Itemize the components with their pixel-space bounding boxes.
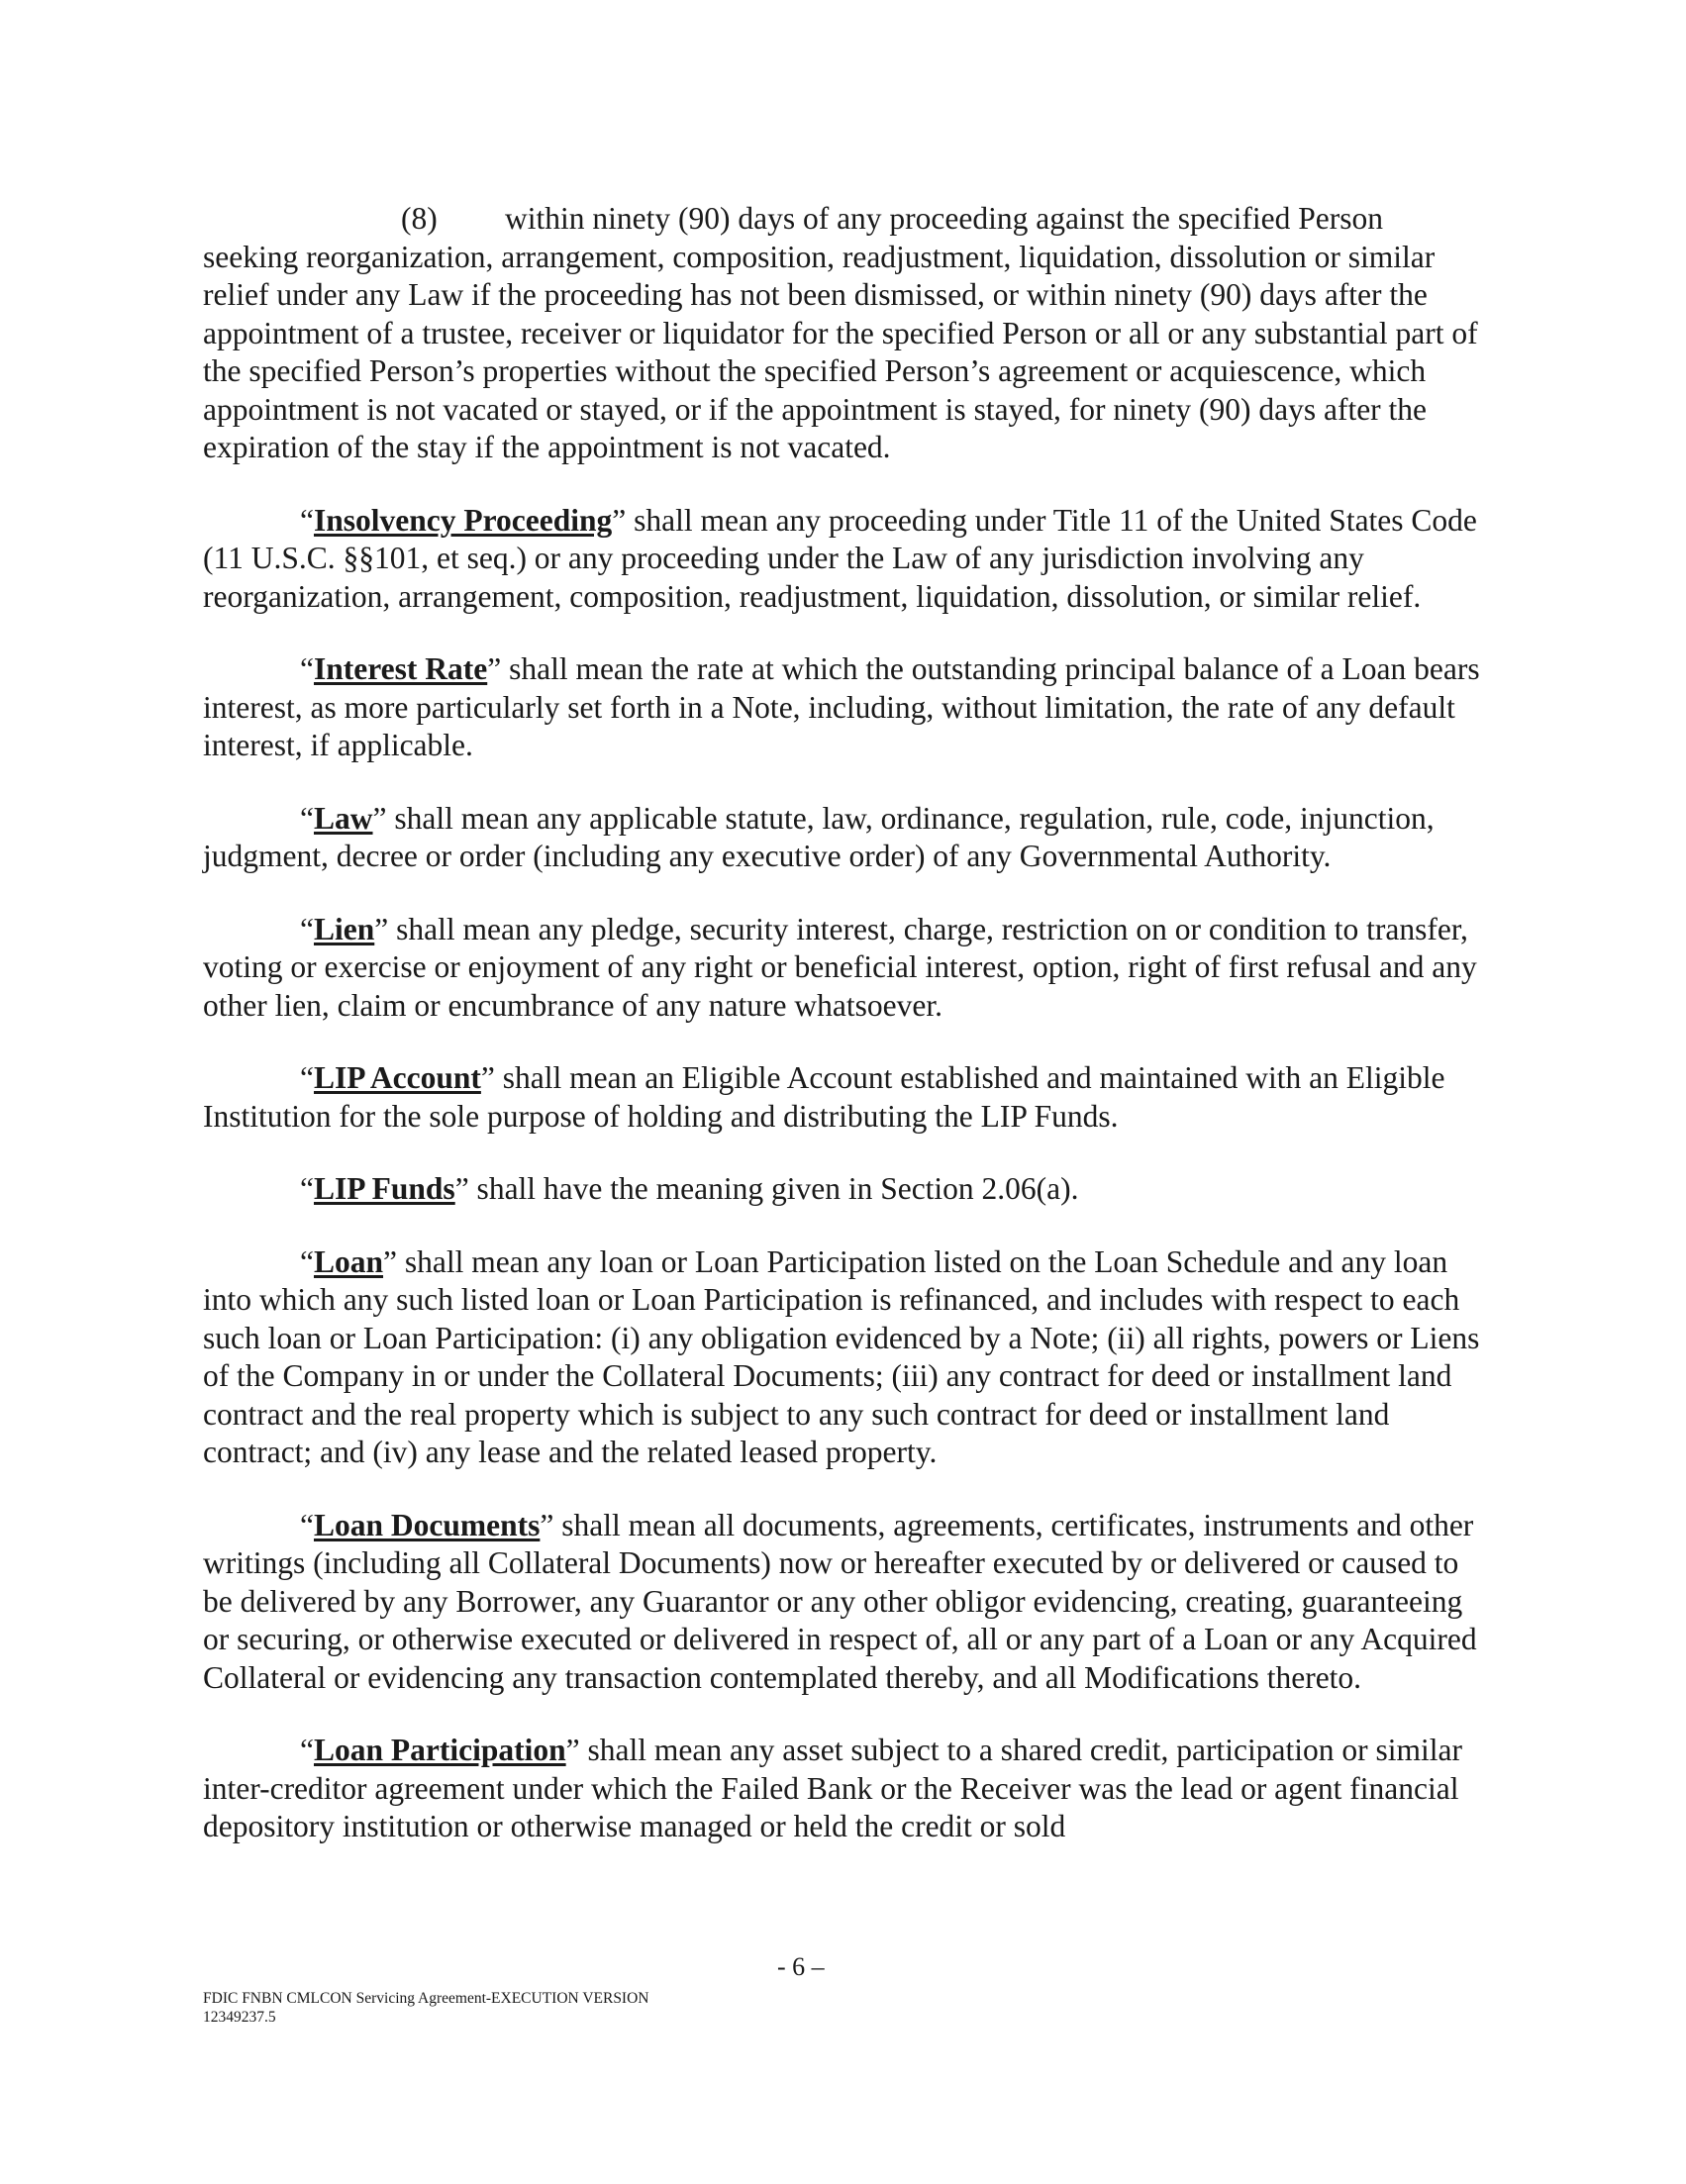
defined-term: Lien <box>313 911 375 946</box>
open-quote: “ <box>300 1243 314 1279</box>
defined-term: Loan <box>313 1243 384 1279</box>
defined-term: Insolvency Proceeding <box>313 502 613 538</box>
definition-text: ” shall mean any proceeding under Title 11 of the United States Code (11 U.S.C. §§101, et seq.) or any proceeding under the Law of any jurisdiction involving any reorganization, arrangement, composition, readjustment, liquidation, dissolution, or similar relief. <box>203 502 1477 614</box>
definition-text: ” shall mean all documents, agreements, certificates, instruments and other writings (including all Collateral Documents) now or hereafter executed by or delivered or caused to be delivered by any Borrower, any Guarantor or any other obligor evidencing, creating, guaranteeing or securing, or otherwise executed or delivered in respect of, all or any part of a Loan or any Acquired Collateral or evidencing any transaction contemplated thereby, and all Modifications thereto. <box>203 1507 1477 1695</box>
paragraph-clause-8 <box>203 200 1480 467</box>
defined-term: Law <box>313 800 373 836</box>
clause-number: (8) <box>401 201 438 236</box>
definition-law <box>203 800 1480 876</box>
open-quote: “ <box>300 1733 314 1767</box>
open-quote: “ <box>300 1060 314 1095</box>
definition-loan-participation <box>203 1732 1480 1846</box>
definition-insolvency-proceeding <box>203 502 1480 617</box>
definition-text: ” shall mean any pledge, security interest, charge, restriction on or condition to transfer, voting or exercise or enjoyment of any right or beneficial interest, option, right of first refusal and any other lien, claim or encumbrance of any nature whatsoever. <box>203 911 1477 1023</box>
defined-term: LIP Account <box>313 1060 481 1095</box>
open-quote: “ <box>300 911 314 946</box>
definition-lien <box>203 911 1480 1026</box>
footer-document-id: 12349237.5 <box>203 2009 276 2026</box>
definition-text: ” shall mean the rate at which the outstanding principal balance of a Loan bears interest, as more particularly set forth in a Note, including, without limitation, the rate of any default interest, if applicable. <box>203 651 1480 762</box>
defined-term: Loan Documents <box>313 1507 541 1542</box>
definition-interest-rate <box>203 650 1480 765</box>
definition-loan <box>203 1243 1480 1472</box>
page-number: - 6 – <box>777 1952 825 1981</box>
open-quote: “ <box>300 1171 314 1206</box>
definition-loan-documents <box>203 1507 1480 1698</box>
definition-text: ” shall mean any loan or Loan Participation listed on the Loan Schedule and any loan into which any such listed loan or Loan Participation is refinanced, and includes with respect to each such loan or Loan Participation: (i) any obligation evidenced by a Note; (ii) all rights, powers or Liens of the Company in or under the Collateral Documents; (iii) any contract for deed or installment land contract and the real property which is subject to any such contract for deed or installment land contract; and (iv) any lease and the related leased property. <box>203 1243 1480 1469</box>
definition-lip-funds <box>203 1170 1480 1209</box>
open-quote: “ <box>300 651 314 686</box>
open-quote: “ <box>300 502 314 538</box>
document-footer <box>203 1989 648 2027</box>
definition-lip-account <box>203 1059 1480 1136</box>
defined-term: LIP Funds <box>313 1171 455 1206</box>
open-quote: “ <box>300 800 314 836</box>
definition-text: ” shall have the meaning given in Section 2.06(a). <box>454 1171 1079 1206</box>
footer-document-title: FDIC FNBN CMLCON Servicing Agreement-EXECUTION VERSION <box>203 1990 649 2007</box>
open-quote: “ <box>300 1507 314 1542</box>
definition-text: ” shall mean an Eligible Account established and maintained with an Eligible Institution for the sole purpose of holding and distributing the LIP Funds. <box>203 1060 1445 1134</box>
defined-term: Interest Rate <box>313 651 488 686</box>
definition-text: ” shall mean any applicable statute, law, ordinance, regulation, rule, code, injunction, judgment, decree or order (including any executive order) of any Governmental Authority. <box>203 800 1435 873</box>
paragraph-text: within ninety (90) days of any proceeding against the specified Person seeking reorganization, arrangement, composition, readjustment, liquidation, dissolution or similar relief under any Law if the proceeding has not been dismissed, or within ninety (90) days after the appointment of a trustee, receiver or liquidator for the specified Person or all or any substantial part of the specified Person’s properties without the specified Person’s agreement or acquiescence, which appointment is not vacated or stayed, or if the appointment is stayed, for ninety (90) days after the expiration of the stay if the appointment is not vacated. <box>203 201 1478 464</box>
defined-term: Loan Participation <box>313 1733 566 1767</box>
definition-text: ” shall mean any asset subject to a shared credit, participation or similar inter-creditor agreement under which the Failed Bank or the Receiver was the lead or agent financial depository institution or otherwise managed or held the credit or sold <box>203 1733 1462 1843</box>
document-body <box>203 200 1480 1881</box>
